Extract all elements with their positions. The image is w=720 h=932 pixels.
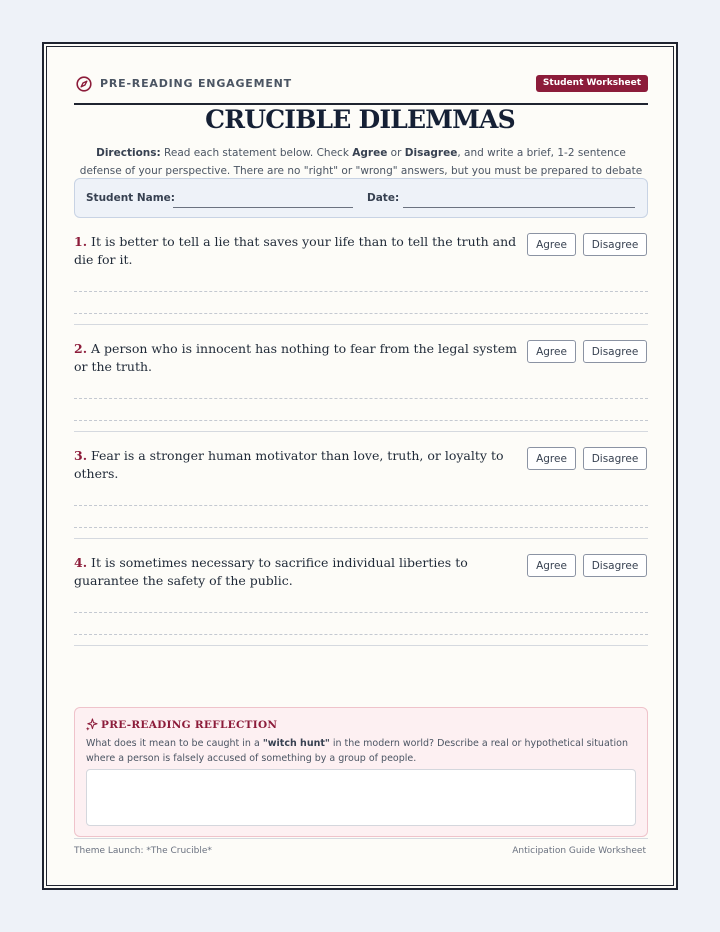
footer-divider: [74, 838, 648, 839]
answer-line[interactable]: [74, 291, 648, 292]
directions-lead: Directions:: [96, 147, 161, 159]
question-divider: [74, 645, 648, 646]
reflection-highlight: "witch hunt": [262, 738, 330, 749]
worksheet-badge: Student Worksheet: [536, 75, 648, 92]
question-text: It is sometimes necessary to sacrifice individual liberties to guarantee the safety of the public.: [74, 555, 468, 588]
directions-text-2: , and write a brief, 1-2 sentence defense of your perspective. There are no "right" or "wrong" answers, but you must be prepared to debate: [79, 147, 643, 177]
question-number: 4.: [74, 555, 88, 570]
agree-button[interactable]: Agree: [527, 554, 576, 577]
directions-text: Read each statement below. Check: [160, 147, 353, 159]
question-number: 1.: [74, 234, 88, 249]
answer-line[interactable]: [74, 398, 648, 399]
question-item: [74, 233, 648, 340]
worksheet-page: [42, 42, 678, 890]
disagree-button[interactable]: Disagree: [583, 233, 647, 256]
question-number: 2.: [74, 341, 88, 356]
answer-line[interactable]: [74, 634, 648, 635]
reflection-text-2: in the modern world? Describe a real or hypothetical situation where a person is falsely accused of something by a group of people.: [86, 738, 628, 764]
answer-line[interactable]: [74, 612, 648, 613]
worksheet-header: [74, 75, 648, 105]
directions-disagree: Disagree: [404, 147, 458, 159]
question-divider: [74, 538, 648, 539]
question-item: [74, 340, 648, 447]
footer-theme: Theme Launch: *The Crucible*: [74, 846, 212, 856]
footer-worksheet-type: Anticipation Guide Worksheet: [512, 846, 646, 856]
reflection-title: PRE-READING REFLECTION: [101, 719, 278, 731]
compass-icon: [76, 76, 92, 92]
agree-button[interactable]: Agree: [527, 340, 576, 363]
reflection-box: [74, 707, 648, 837]
disagree-button[interactable]: Disagree: [583, 447, 647, 470]
agree-button[interactable]: Agree: [527, 447, 576, 470]
question-divider: [74, 324, 648, 325]
student-name-label: Student Name:: [86, 192, 175, 204]
disagree-button[interactable]: Disagree: [583, 340, 647, 363]
section-label: PRE-READING ENGAGEMENT: [100, 77, 292, 90]
reflection-text: What does it mean to be caught in a: [86, 738, 263, 749]
question-item: [74, 447, 648, 554]
reflection-prompt: [86, 736, 638, 766]
date-label: Date:: [367, 192, 400, 204]
answer-line[interactable]: [74, 527, 648, 528]
disagree-button[interactable]: Disagree: [583, 554, 647, 577]
sparkle-icon: [85, 718, 98, 731]
question-text: Fear is a stronger human motivator than love, truth, or loyalty to others.: [74, 448, 504, 481]
question-item: [74, 554, 648, 661]
directions-or: or: [387, 147, 405, 159]
page-title: CRUCIBLE DILEMMAS: [205, 105, 515, 134]
date-field[interactable]: [403, 207, 635, 208]
answer-line[interactable]: [74, 505, 648, 506]
answer-line[interactable]: [74, 420, 648, 421]
question-text: A person who is innocent has nothing to fear from the legal system or the truth.: [74, 341, 517, 374]
directions-agree: Agree: [352, 147, 388, 159]
agree-button[interactable]: Agree: [527, 233, 576, 256]
student-info-box: [74, 178, 648, 218]
answer-line[interactable]: [74, 313, 648, 314]
student-name-field[interactable]: [173, 207, 353, 208]
question-divider: [74, 431, 648, 432]
question-text: It is better to tell a lie that saves your life than to tell the truth and die for it.: [74, 234, 517, 267]
question-number: 3.: [74, 448, 88, 463]
reflection-answer-box[interactable]: [86, 769, 636, 826]
